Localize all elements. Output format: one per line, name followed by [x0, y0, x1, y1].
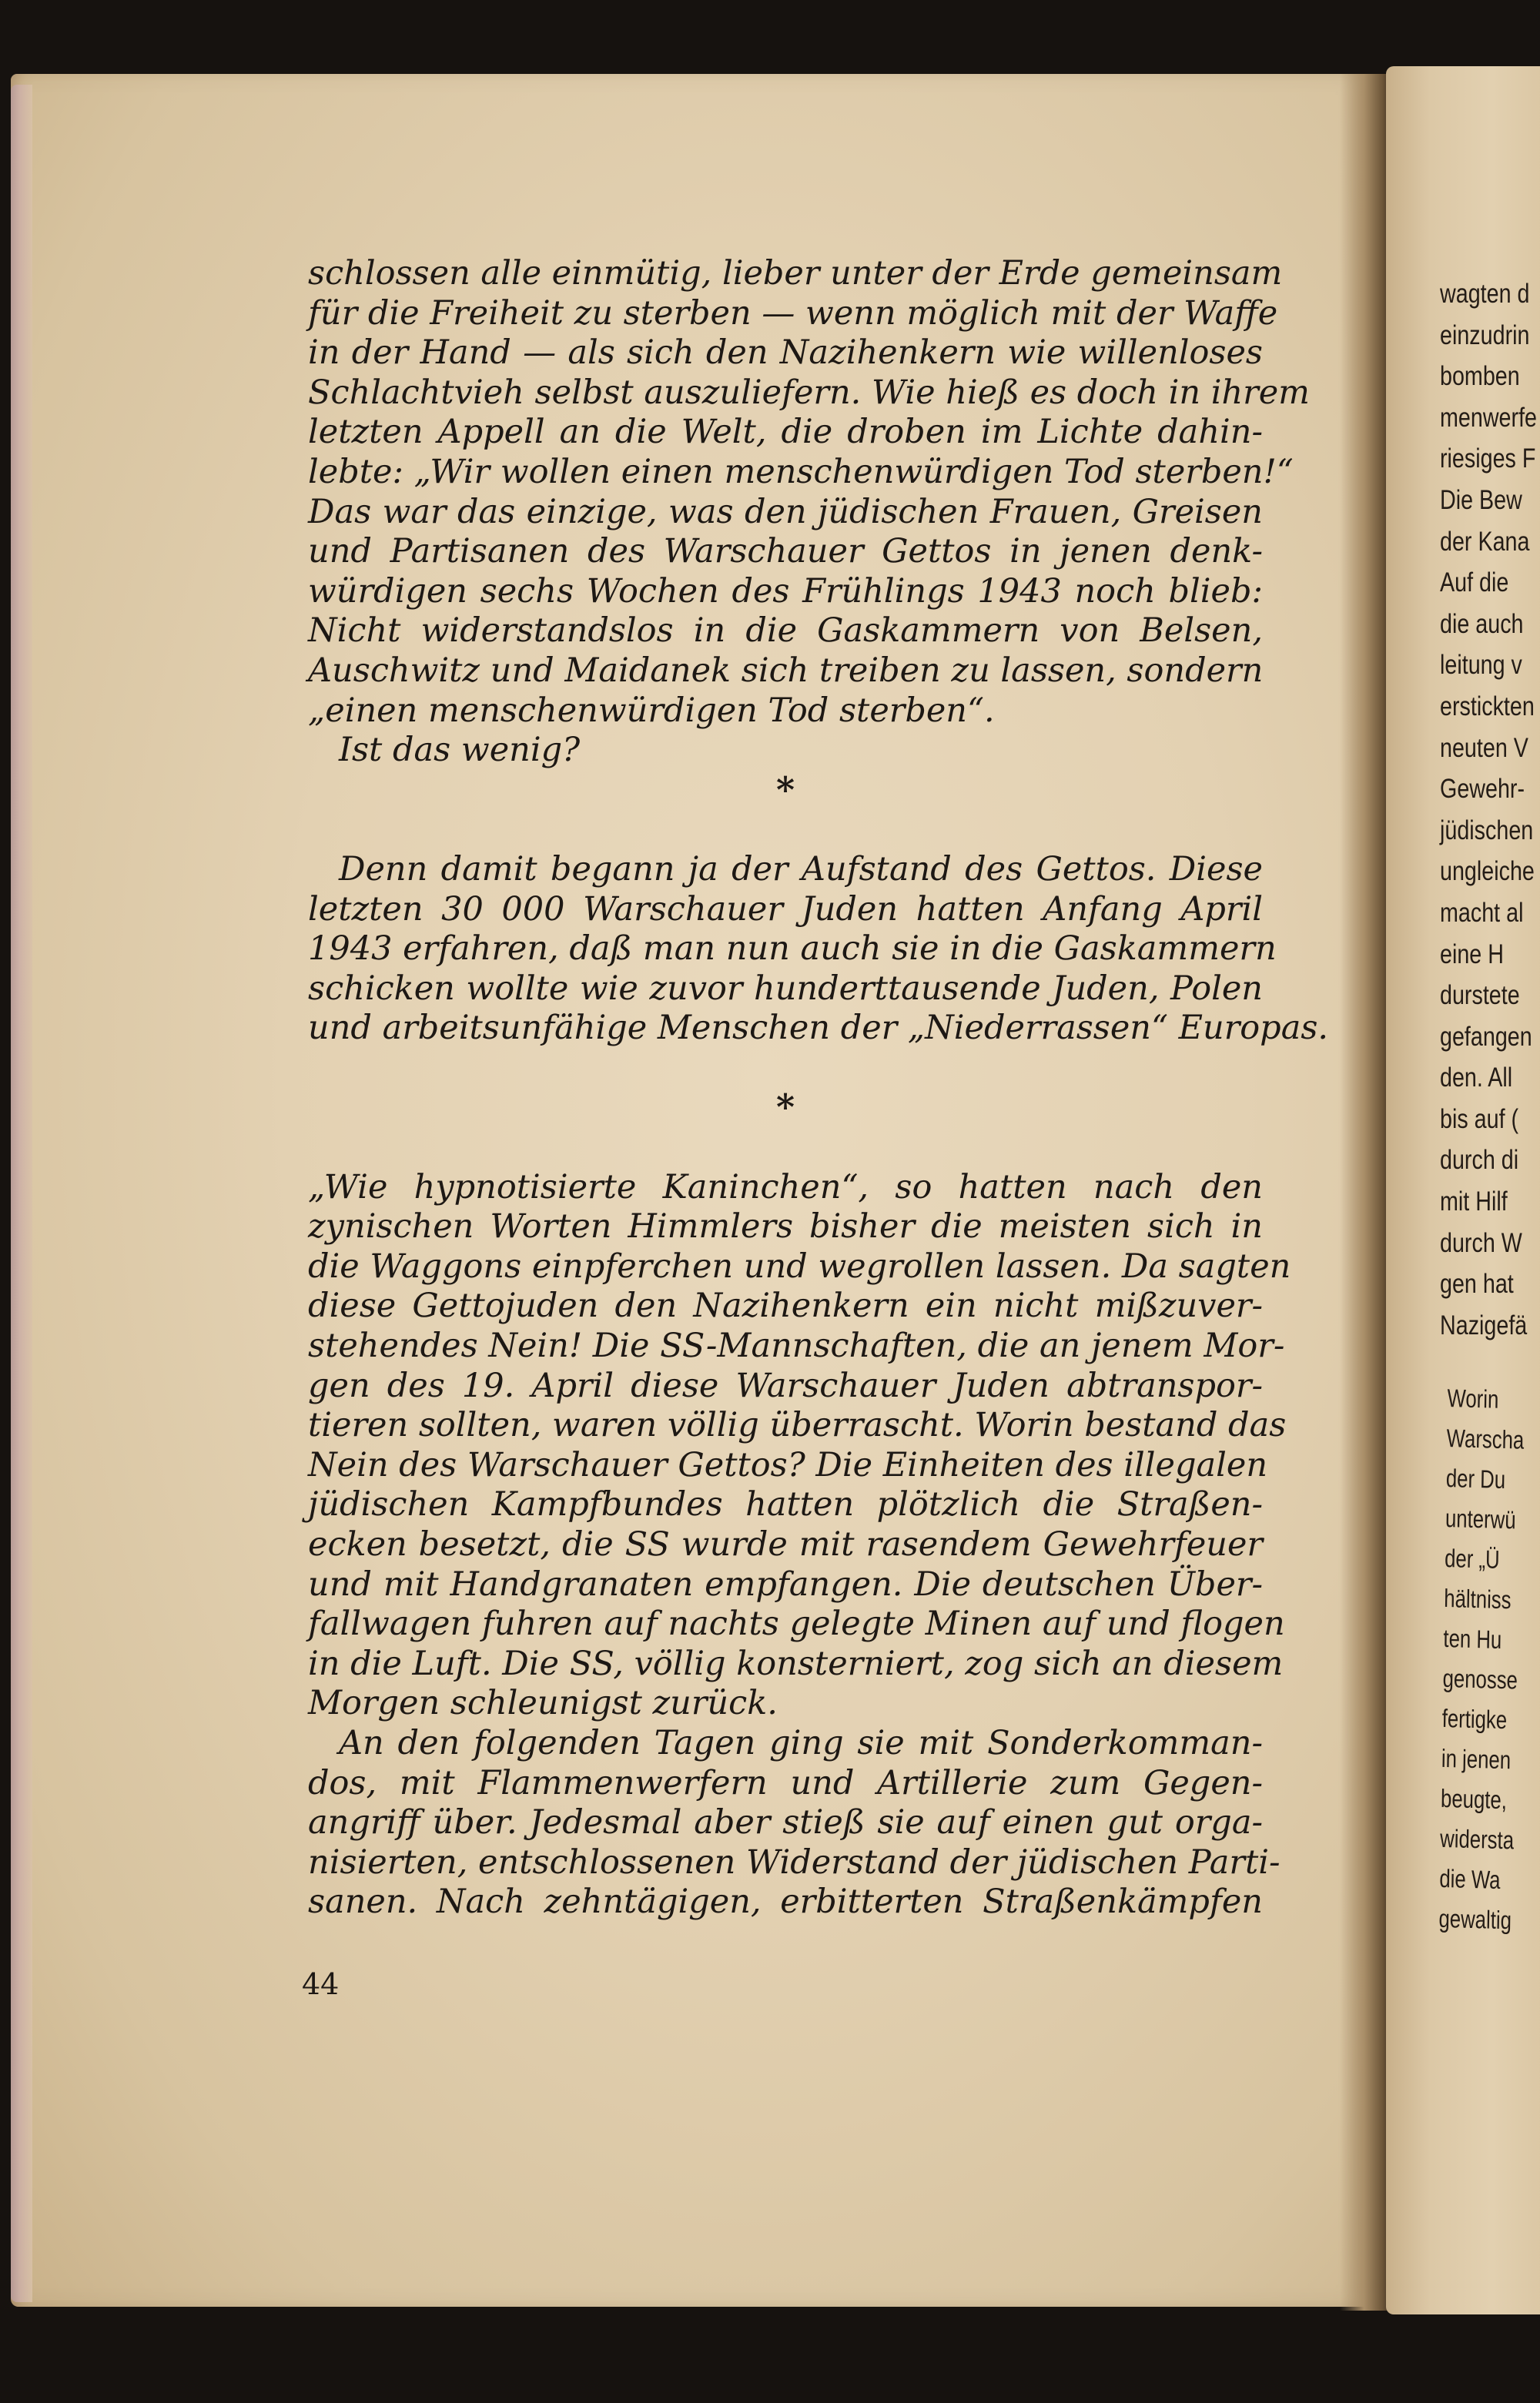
facing-line: hältniss [1444, 1583, 1512, 1615]
page-edge [11, 85, 32, 2302]
text-line: stehendes Nein! Die SS-Mannschaften, die an jenem Mor- [308, 1327, 1285, 1366]
facing-line: einzudrin [1440, 320, 1530, 350]
text-line: Auschwitz und Maidanek sich treiben zu lassen, sondern [308, 651, 1264, 690]
facing-line: neuten V [1440, 732, 1528, 763]
facing-line: bomben [1440, 361, 1520, 392]
facing-line: die Wa [1439, 1863, 1501, 1894]
facing-line: gewaltig [1438, 1903, 1512, 1935]
text-line: jüdischen Kampfbundes hatten plötzlich die Straßen- [308, 1485, 1263, 1524]
facing-line: unterwü [1445, 1503, 1516, 1535]
facing-line: gen hat [1440, 1269, 1514, 1300]
facing-line: genosse [1442, 1663, 1518, 1695]
facing-line: Worin [1447, 1383, 1499, 1414]
text-line: und Partisanen des Warschauer Gettos in jenen denk- [308, 532, 1263, 571]
text-line: „einen menschenwürdigen Tod sterben“. [308, 691, 995, 730]
facing-line: ten Hu [1443, 1623, 1502, 1654]
text-line: fallwagen fuhren auf nachts gelegte Minen auf und flogen [308, 1605, 1285, 1644]
facing-line: beugte, [1440, 1783, 1508, 1815]
facing-line: die auch [1440, 608, 1524, 639]
main-text [308, 254, 1329, 1923]
text-line: Ist das wenig? [339, 731, 581, 770]
facing-line: leitung v [1440, 650, 1522, 681]
facing-line: eine H [1440, 939, 1504, 969]
facing-line: der Du [1445, 1463, 1506, 1494]
text-line: Das war das einzige, was den jüdischen Frauen, Greisen [308, 492, 1263, 531]
text-line: angriff über. Jedesmal aber stieß sie auf einen gut orga- [308, 1803, 1263, 1842]
text-line: dos, mit Flammenwerfern und Artillerie zum Gegen- [308, 1763, 1263, 1802]
text-line: letzten Appell an die Welt, die droben im Lichte dahin- [308, 413, 1263, 452]
facing-line: Gewehr- [1440, 774, 1525, 805]
text-line: An den folgenden Tagen ging sie mit Sonderkomman- [339, 1723, 1263, 1762]
facing-line: menwerfe [1440, 402, 1538, 433]
section-separator: * [775, 1086, 795, 1129]
facing-line: wagten d [1440, 279, 1530, 309]
text-line: zynischen Worten Himmlers bisher die meisten sich in [308, 1207, 1263, 1247]
text-line: sanen. Nach zehntägigen, erbitterten Straßenkämpfen [308, 1883, 1263, 1922]
text-line: Morgen schleunigst zurück. [308, 1684, 778, 1723]
text-line: würdigen sechs Wochen des Frühlings 1943 noch blieb: [308, 571, 1263, 611]
facing-line: riesiges F [1440, 443, 1536, 474]
facing-line: Die Bew [1440, 484, 1522, 515]
text-line: gen des 19. April diese Warschauer Juden abtranspor- [308, 1366, 1263, 1405]
text-line: Nicht widerstandslos in die Gaskammern von Belsen, [308, 611, 1263, 651]
facing-line: durstete [1440, 980, 1520, 1011]
text-line: letzten 30 000 Warschauer Juden hatten Anfang April [308, 889, 1263, 929]
text-line: schicken wollte wie zuvor hunderttausende Juden, Polen [308, 969, 1263, 1008]
facing-page-text-lower [1438, 1378, 1525, 1941]
text-line: 1943 erfahren, daß man nun auch sie in die Gaskammern [308, 929, 1277, 969]
text-line: nisierten, entschlossenen Widerstand der jüdischen Parti- [308, 1842, 1281, 1882]
facing-line: Warscha [1446, 1423, 1525, 1454]
text-line: und arbeitsunfähige Menschen der „Niederrassen“ Europas. [308, 1009, 1329, 1048]
text-line: in die Luft. Die SS, völlig konsterniert, zog sich an diesem [308, 1644, 1284, 1683]
facing-line: der „Ü [1444, 1543, 1500, 1574]
text-line: in der Hand — als sich den Nazihenkern wie willenloses [308, 333, 1263, 373]
facing-line: gefangen [1440, 1021, 1532, 1052]
facing-line: ungleiche [1440, 856, 1535, 887]
text-line: Nein des Warschauer Gettos? Die Einheiten des illegalen [308, 1445, 1268, 1484]
text-line: Schlachtvieh selbst auszuliefern. Wie hieß es doch in ihrem [308, 373, 1310, 412]
section-separator: * [775, 768, 795, 811]
facing-line: durch di [1440, 1145, 1519, 1176]
facing-line: der Kana [1440, 526, 1530, 557]
text-line: Denn damit begann ja der Aufstand des Gettos. Diese [339, 849, 1263, 889]
facing-line: bis auf ( [1440, 1103, 1519, 1134]
text-line: lebte: „Wir wollen einen menschenwürdigen Tod sterben!“ [308, 452, 1294, 491]
facing-line: erstickten [1440, 691, 1535, 721]
facing-line: macht al [1440, 897, 1524, 928]
facing-line: durch W [1440, 1227, 1522, 1258]
facing-page-text-upper [1440, 273, 1537, 1346]
facing-line: Nazigefä [1440, 1310, 1528, 1340]
text-line: für die Freiheit zu sterben — wenn möglich mit der Waffe [308, 293, 1278, 333]
facing-line: jüdischen [1440, 815, 1534, 845]
text-line: und mit Handgranaten empfangen. Die deutschen Über- [308, 1565, 1263, 1604]
facing-line: in jenen [1441, 1743, 1512, 1775]
text-line: schlossen alle einmütig, lieber unter der Erde gemeinsam [308, 254, 1283, 293]
facing-line: den. All [1440, 1063, 1513, 1093]
text-line: ecken besetzt, die SS wurde mit rasendem Gewehrfeuer [308, 1525, 1263, 1564]
text-line: diese Gettojuden den Nazihenkern ein nicht mißzuver- [308, 1287, 1263, 1326]
text-line: tieren sollten, waren völlig überrascht. Worin bestand das [308, 1406, 1287, 1445]
facing-line: Auf die [1440, 567, 1509, 598]
text-line: die Waggons einpferchen und wegrollen lassen. Da sagten [308, 1247, 1291, 1286]
facing-line: widersta [1439, 1823, 1515, 1855]
facing-line: mit Hilf [1440, 1186, 1508, 1217]
page-number: 44 [302, 1967, 340, 2001]
text-line: „Wie hypnotisierte Kaninchen“, so hatten nach den [308, 1167, 1263, 1207]
facing-line: fertigke [1441, 1703, 1508, 1735]
